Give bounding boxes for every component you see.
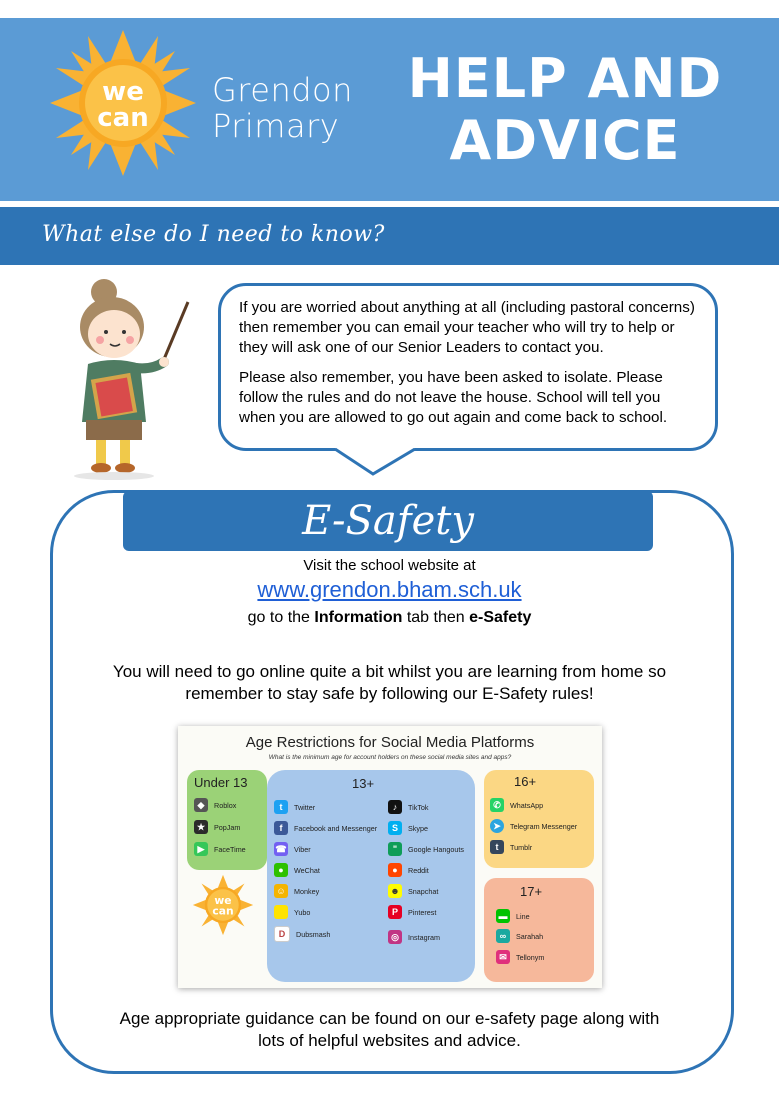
stay-safe-note — [0, 661, 779, 705]
tellonym-icon: ✉ — [496, 950, 510, 964]
page-title — [400, 48, 730, 172]
we-can-sun-logo-small — [192, 874, 254, 936]
snapchat-icon: ☻ — [388, 884, 402, 898]
app-viber: ☎ Viber — [275, 844, 311, 854]
twitter-icon: t — [274, 800, 288, 814]
app-reddit: ● Reddit — [388, 863, 429, 877]
speech-bubble-tail — [335, 448, 415, 476]
app-popjam: ★ PopJam — [194, 820, 240, 834]
app-tumblr: t Tumblr — [490, 840, 532, 854]
page-title-line1: HELP AND — [407, 47, 723, 110]
logo-text-can: can — [97, 103, 149, 133]
app-sarahah: ∞ Sarahah — [496, 929, 543, 943]
subheading-text: What else do I need to know? — [42, 222, 385, 247]
pinterest-icon: P — [388, 905, 402, 919]
tumblr-icon: t — [490, 840, 504, 854]
school-name — [212, 72, 353, 144]
app-tiktok: ♪ TikTok — [388, 800, 429, 814]
wechat-icon: ● — [274, 863, 288, 877]
small-logo-text-can: can — [212, 904, 234, 918]
tiktok-icon: ♪ — [388, 800, 402, 814]
app-telegram: ➤ Telegram Messenger — [490, 819, 577, 833]
visit-website-text: Visit the school website at — [303, 557, 476, 574]
bubble-paragraph-1: If you are worried about anything at all (including pastoral concerns) then remember you can email your teacher who will try to help or they will ask one of our Senior Leaders to contact you. — [239, 299, 695, 356]
app-wechat: ● WeChat — [274, 863, 320, 877]
speech-bubble — [218, 283, 718, 451]
17-plus-label: 17+ — [520, 884, 543, 899]
small-logo-text-we: we — [214, 893, 232, 907]
line-icon: ▬ — [496, 909, 510, 923]
age-restrictions-infographic — [178, 726, 602, 988]
logo-text-we: we — [102, 77, 144, 107]
viber-icon: ☎ — [275, 844, 287, 854]
school-name-line2: Primary — [212, 107, 340, 145]
we-can-sun-logo — [48, 28, 198, 178]
app-instagram: ◎ Instagram — [388, 930, 440, 944]
goto-mid: tab then — [402, 609, 470, 626]
app-facebook: f Facebook and Messenger — [274, 821, 377, 835]
sarahah-icon: ∞ — [496, 929, 510, 943]
esafety-title: E-Safety — [302, 498, 474, 544]
school-name-line1: Grendon — [212, 71, 353, 109]
app-pinterest: P Pinterest — [388, 905, 436, 919]
hangouts-icon: " — [388, 842, 402, 856]
app-google-hangouts: " Google Hangouts — [388, 842, 464, 856]
16-plus-label: 16+ — [514, 774, 537, 789]
app-yubo: Yubo — [274, 905, 310, 919]
guidance-footer-text: Age appropriate guidance can be found on our e-safety page along with lots of helpful websites and advice. — [119, 1009, 660, 1050]
facetime-icon: ▶ — [194, 842, 208, 856]
page-title-line2: ADVICE — [449, 109, 681, 172]
dubsmash-icon: D — [274, 926, 290, 942]
school-website-link[interactable]: www.grendon.bham.sch.uk — [257, 577, 522, 602]
age-chart-title: Age Restrictions for Social Media Platforms — [245, 734, 535, 751]
app-facetime: ▶ FaceTime — [194, 842, 246, 856]
monkey-icon: ☺ — [274, 884, 288, 898]
reddit-icon: ● — [388, 863, 402, 877]
bubble-paragraph-2: Please also remember, you have been asked to isolate. Please follow the rules and do not leave the house. School will tell you when you are allowed to go out again and come back to school. — [239, 369, 668, 426]
skype-icon: S — [388, 821, 402, 835]
teacher-illustration — [66, 272, 201, 482]
yubo-icon — [274, 905, 288, 919]
telegram-icon: ➤ — [490, 819, 504, 833]
goto-pre: go to the — [247, 609, 315, 626]
app-tellonym: ✉ Tellonym — [496, 950, 544, 964]
guidance-footer — [0, 1008, 779, 1052]
app-skype: S Skype — [388, 821, 428, 835]
app-dubsmash: D Dubsmash — [274, 926, 330, 942]
app-roblox: ◆ Roblox — [194, 798, 236, 812]
navigation-instructions — [0, 609, 779, 627]
app-line: ▬ Line — [496, 909, 530, 923]
roblox-icon: ◆ — [194, 798, 208, 812]
age-chart-subtitle: What is the minimum age for account holders on these social media sites and apps? — [268, 754, 512, 761]
instagram-icon: ◎ — [388, 930, 402, 944]
app-whatsapp: ✆ WhatsApp — [490, 798, 543, 812]
information-tab-label: Information — [314, 609, 403, 626]
stay-safe-note-text: You will need to go online quite a bit whilst you are learning from home so remember to stay safe by following our E-Safety rules! — [112, 662, 667, 703]
popjam-icon: ★ — [194, 820, 208, 834]
facebook-icon: f — [274, 821, 288, 835]
app-twitter: t Twitter — [274, 800, 315, 814]
whatsapp-icon: ✆ — [490, 798, 504, 812]
under-13-label: Under 13 — [194, 775, 248, 790]
esafety-tab-label: e-Safety — [469, 609, 532, 626]
app-snapchat: ☻ Snapchat — [388, 884, 438, 898]
13-plus-label: 13+ — [352, 776, 375, 791]
app-monkey: ☺ Monkey — [274, 884, 319, 898]
